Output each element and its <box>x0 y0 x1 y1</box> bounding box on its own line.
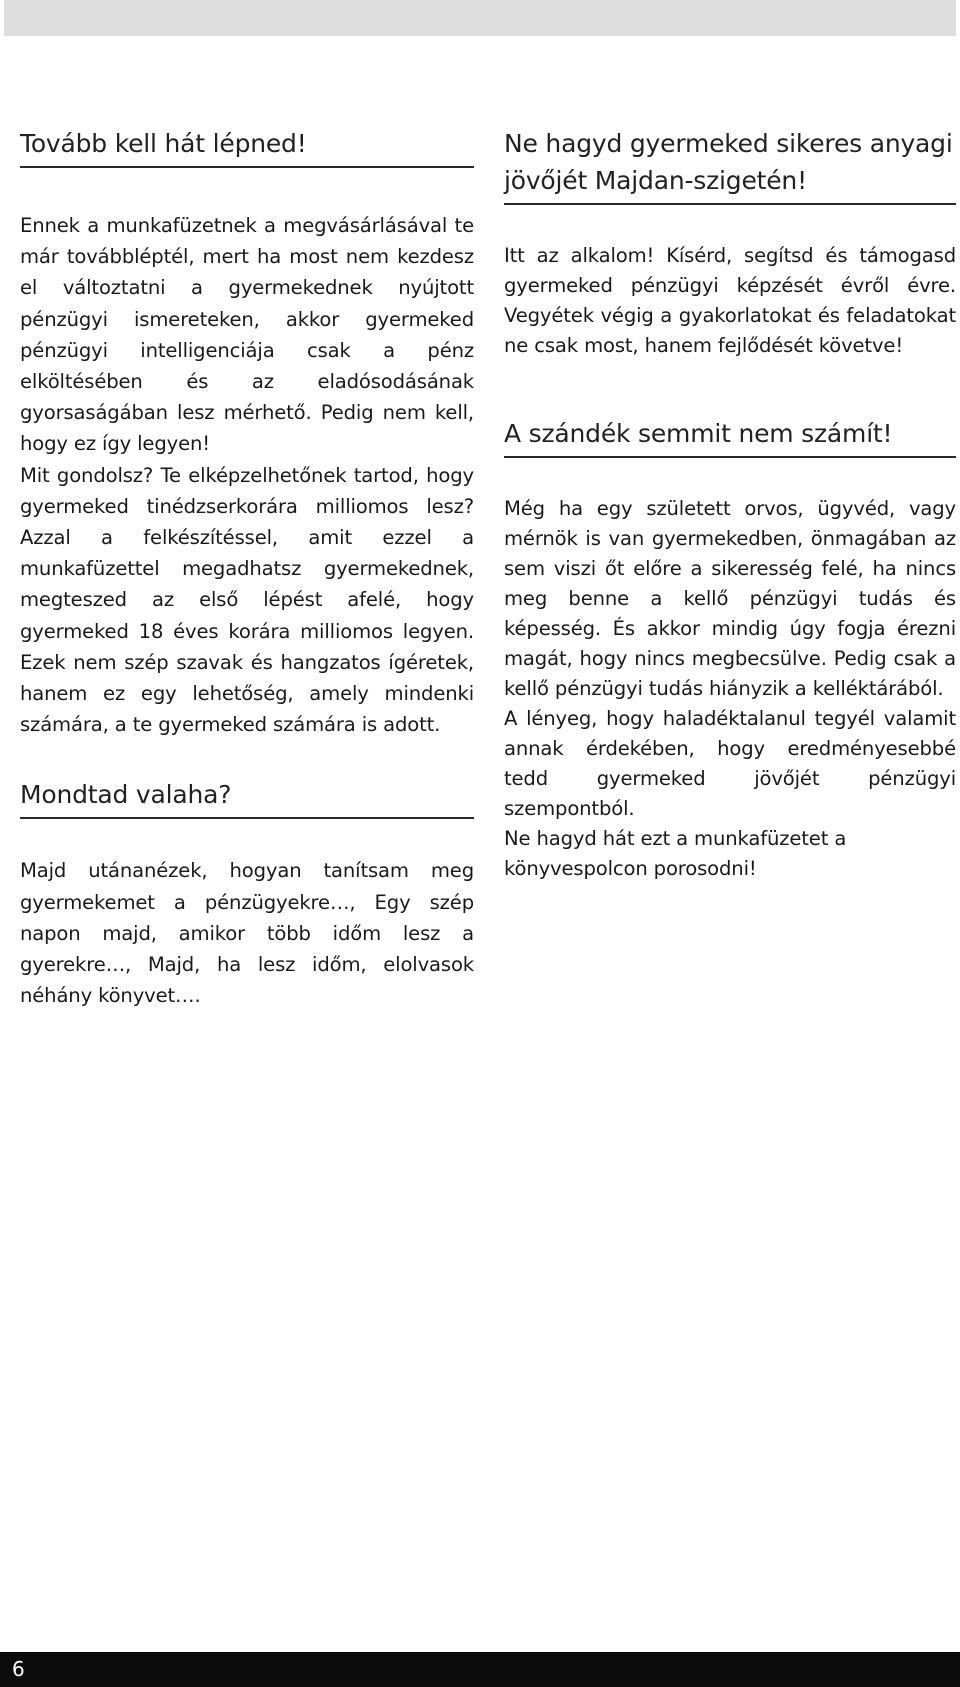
paragraph-mit-gondolsz: Mit gondolsz? Te elképzelhetőnek tartod, hogy gyermeked tinédzserkorára milliomos lesz? Azzal a felkészítéssel, amit ezzel a munkafüzettel megadhatsz gyermekednek, megteszed az első lépést afelé, hogy gyermeked 18 éves korára milliomos legyen. Ezek nem szép szavak és hangzatos ígéretek, hanem ez egy lehetőség, amely mindenki számára, a te gyermeked számára is adott. <box>20 463 474 737</box>
paragraph-ne-hagyd-hat: Ne hagyd hát ezt a munkafüzetet a könyvespolcon porosodni! <box>504 827 847 880</box>
left-column <box>20 125 474 1011</box>
right-column <box>504 125 956 884</box>
heading-mondtad: Mondtad valaha? <box>20 776 474 819</box>
paragraph-meg-ha: Még ha egy született orvos, ügyvéd, vagy mérnök is van gyermekedben, önmagában az sem viszi őt előre a sikeresség felé, ha nincs meg benne a kellő pénzügyi tudás és képesség. És akkor mindig úgy fogja érezni magát, hogy nincs megbecsülve. Pedig csak a kellő pénzügyi tudás hiányzik a kelléktárából. <box>504 497 956 700</box>
footer-band <box>0 1652 960 1687</box>
paragraph-itt-az-alkalom: Itt az alkalom! Kísérd, segítsd és támogasd gyermeked pénzügyi képzését évről évre. Vegyétek végig a gyakorlatokat és feladatokat ne csak most, hanem fejlődését követve! <box>504 244 956 357</box>
paragraph-a-lenyeg: A lényeg, hogy haladéktalanul tegyél valamit annak érdekében, hogy eredményesebbé tedd gyermeked jövőjét pénzügyi szempontból. <box>504 707 956 820</box>
header-band <box>4 0 956 36</box>
heading-ne-hagyd: Ne hagyd gyermeked sikeres anyagi jövőjét Majdan-szigetén! <box>504 125 956 205</box>
page-number: 6 <box>12 1657 25 1681</box>
heading-szandek: A szándék semmit nem számít! <box>504 415 956 458</box>
heading-tovabb: Tovább kell hát lépned! <box>20 125 474 168</box>
paragraph-intro: Ennek a munkafüzetnek a megvásárlásával te már továbbléptél, mert ha most nem kezdesz el változtatni a gyermekednek nyújtott pénzügyi ismereteken, akkor gyermeked pénzügyi intelligenciája csak a pénz elköltésében és az eladósodásának gyorsaságában lesz mérhető. Pedig nem kell, hogy ez így legyen! <box>20 214 474 456</box>
paragraph-majd: Majd utánanézek, hogyan tanítsam meg gyermekemet a pénzügyekre…, Egy szép napon majd, amikor több időm lesz a gyerekre…, Majd, ha lesz időm, elolvasok néhány könyvet…. <box>20 859 474 1008</box>
